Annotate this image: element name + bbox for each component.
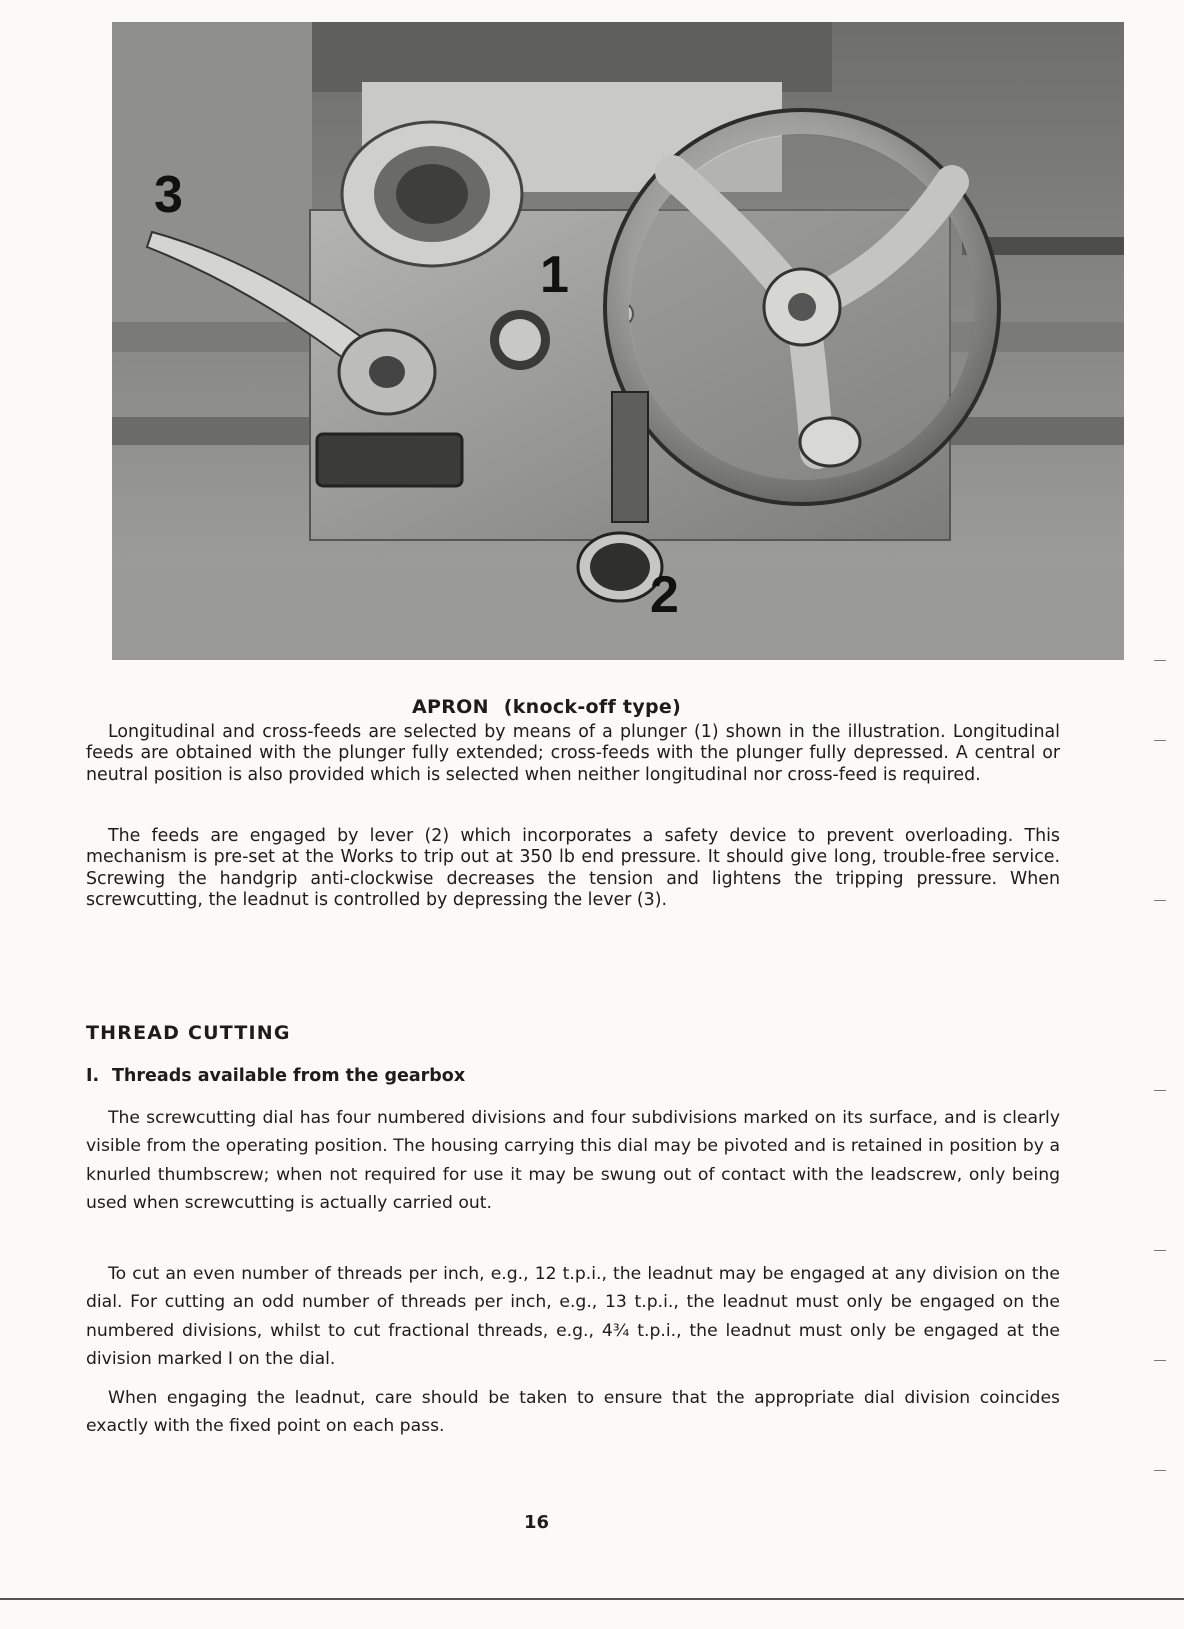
thread-paragraph-1: The screwcutting dial has four numbered divisions and four subdivisions marked on its surface, and is clearly visible from the operating position. The housing carrying this dial may be pivoted and is retained in position by a knurled thumbscrew; when not required for use it may be swung out of contact with the leadscrew, only being used when screwcutting is actually carried out. [86,1108,1060,1214]
page-number: 16 [524,1512,550,1533]
subsection-title: Threads available from the gearbox [112,1066,466,1086]
apron-photograph [112,22,1124,660]
caption-subtitle: (knock-off type) [503,696,682,718]
thread-paragraph-3: When engaging the leadnut, care should be taken to ensure that the appropriate dial division coincides exactly with the fixed point on each pass. [86,1388,1060,1437]
thread-paragraph-2: To cut an even number of threads per inch, e.g., 12 t.p.i., the leadnut may be engaged at any division on the dial. For cutting an odd number of threads per inch, e.g., 13 t.p.i., the leadnut must only be engaged on the numbered divisions, whilst to cut fractional threads, e.g., 4¾ t.p.i., the leadnut must only be engaged at the division marked I on the dial. [86,1264,1060,1370]
callout-3: 3 [154,166,183,224]
caption-title: APRON [412,696,489,718]
subsection-heading [86,1066,465,1086]
apron-paragraph-2: The feeds are engaged by lever (2) which incorporates a safety device to prevent overloading. This mechanism is pre-set at the Works to trip out at 350 lb end pressure. It should give long, trouble-free service. Screwing the handgrip anti-clockwise decreases the tension and lightens the tripping pressure. When screwcutting, the leadnut is controlled by depressing the lever (3). [86,826,1060,910]
apron-paragraph-1: Longitudinal and cross-feeds are selected by means of a plunger (1) shown in the illustration. Longitudinal feeds are obtained with the plunger fully extended; cross-feeds with the plunger fully depressed. A central or neutral position is also provided which is selected when neither longitudinal nor cross-feed is required. [86,722,1060,785]
subsection-number: I. [86,1066,100,1086]
page-bottom-rule [0,1598,1184,1600]
figure-caption [412,696,772,718]
callout-2: 2 [650,566,679,624]
section-heading: THREAD CUTTING [86,1022,291,1044]
callout-1: 1 [540,246,569,304]
